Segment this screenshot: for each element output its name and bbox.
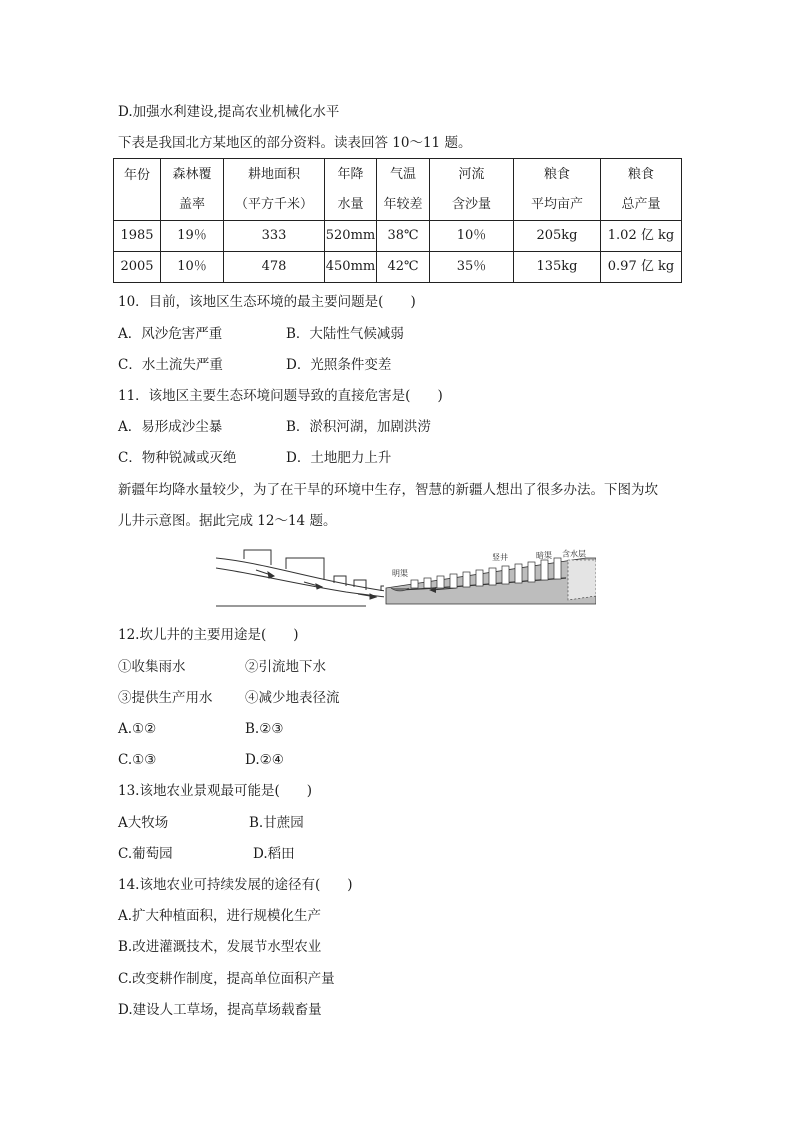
table-intro: 下表是我国北方某地区的部分资料。读表回答 10～11 题。 — [118, 135, 472, 151]
q13-option-b[interactable]: B.甘蔗园 — [249, 815, 304, 831]
q14-option-a[interactable]: A.扩大种植面积，进行规模化生产 — [118, 908, 322, 924]
karez-intro-line1: 新疆年均降水量较少，为了在干旱的环境中生存，智慧的新疆人想出了很多办法。下图为坎 — [118, 482, 658, 498]
table-row — [114, 252, 682, 283]
header-sediment: 河流 含沙量 — [430, 159, 514, 221]
header-year: 年份 — [114, 159, 161, 221]
table-cell: 205kg — [514, 221, 601, 252]
q10-option-c[interactable]: C．水土流失严重 — [118, 357, 223, 373]
q12-statement-1: ①收集雨水 — [118, 659, 186, 675]
table-header-row — [114, 159, 682, 221]
karez-diagram — [216, 548, 596, 608]
table-cell: 1.02 亿 kg — [601, 221, 682, 252]
q11-option-b[interactable]: B．淤积河湖，加剧洪涝 — [286, 419, 431, 435]
data-table — [113, 158, 682, 283]
header-output: 粮食 总产量 — [601, 159, 682, 221]
q12-option-b[interactable]: B.②③ — [245, 721, 284, 737]
q13-option-c[interactable]: C.葡萄园 — [118, 846, 173, 862]
table-cell: 1985 — [114, 221, 161, 252]
q12-statement-3: ③提供生产用水 — [118, 690, 213, 706]
q10-option-a[interactable]: A．风沙危害严重 — [118, 326, 223, 342]
table-cell: 0.97 亿 kg — [601, 252, 682, 283]
q14-option-d[interactable]: D.建设人工草场，提高草场载畜量 — [118, 1002, 322, 1018]
q11-stem: 11．该地区主要生态环境问题导致的直接危害是( ) — [118, 388, 443, 404]
table-cell: 2005 — [114, 252, 161, 283]
table-cell: 35％ — [430, 252, 514, 283]
karez-left-panel — [216, 550, 411, 606]
table-cell: 10％ — [430, 221, 514, 252]
header-farmland: 耕地面积 （平方千米） — [224, 159, 325, 221]
q14-option-c[interactable]: C.改变耕作制度，提高单位面积产量 — [118, 971, 335, 987]
header-precip: 年降 水量 — [325, 159, 377, 221]
q12-option-a[interactable]: A.①② — [118, 721, 157, 737]
header-forest: 森林覆 盖率 — [161, 159, 224, 221]
q13-option-a[interactable]: A大牧场 — [118, 815, 169, 831]
label-hidden-channel: 暗渠 — [536, 551, 552, 560]
table-cell: 478 — [224, 252, 325, 283]
q11-option-a[interactable]: A．易形成沙尘暴 — [118, 419, 223, 435]
table-cell: 520mm — [325, 221, 377, 252]
q9-option-d: D.加强水利建设,提高农业机械化水平 — [118, 104, 340, 120]
q10-option-b[interactable]: B．大陆性气候减弱 — [286, 326, 404, 342]
table-cell: 42℃ — [377, 252, 430, 283]
q11-option-c[interactable]: C．物种锐减或灭绝 — [118, 450, 237, 466]
q12-option-d[interactable]: D.②④ — [245, 752, 284, 768]
q12-statement-4: ④减少地表径流 — [245, 690, 340, 706]
karez-intro-line2: 儿井示意图。据此完成 12～14 题。 — [118, 513, 337, 529]
q12-option-c[interactable]: C.①③ — [118, 752, 157, 768]
q10-stem: 10．目前，该地区生态环境的最主要问题是( ) — [118, 294, 416, 310]
label-vertical-well: 竖井 — [492, 553, 508, 562]
label-aquifer: 含水层 — [562, 549, 586, 559]
karez-diagram-svg — [216, 548, 596, 608]
header-temp: 气温 年较差 — [377, 159, 430, 221]
q11-option-d[interactable]: D．土地肥力上升 — [286, 450, 392, 466]
table-cell: 10％ — [161, 252, 224, 283]
table-row — [114, 221, 682, 252]
table-cell: 135kg — [514, 252, 601, 283]
q13-option-d[interactable]: D.稻田 — [253, 846, 295, 862]
table-cell: 333 — [224, 221, 325, 252]
q14-stem: 14.该地农业可持续发展的途径有( ) — [118, 877, 353, 893]
label-open-channel: 明渠 — [392, 569, 408, 578]
q10-option-d[interactable]: D．光照条件变差 — [286, 357, 392, 373]
header-yield: 粮食 平均亩产 — [514, 159, 601, 221]
table-cell: 450mm — [325, 252, 377, 283]
q12-stem: 12.坎儿井的主要用途是( ) — [118, 627, 299, 643]
table-cell: 19％ — [161, 221, 224, 252]
q13-stem: 13.该地农业景观最可能是( ) — [118, 783, 313, 799]
table-cell: 38℃ — [377, 221, 430, 252]
q14-option-b[interactable]: B.改进灌溉技术，发展节水型农业 — [118, 939, 322, 955]
q12-statement-2: ②引流地下水 — [245, 659, 326, 675]
